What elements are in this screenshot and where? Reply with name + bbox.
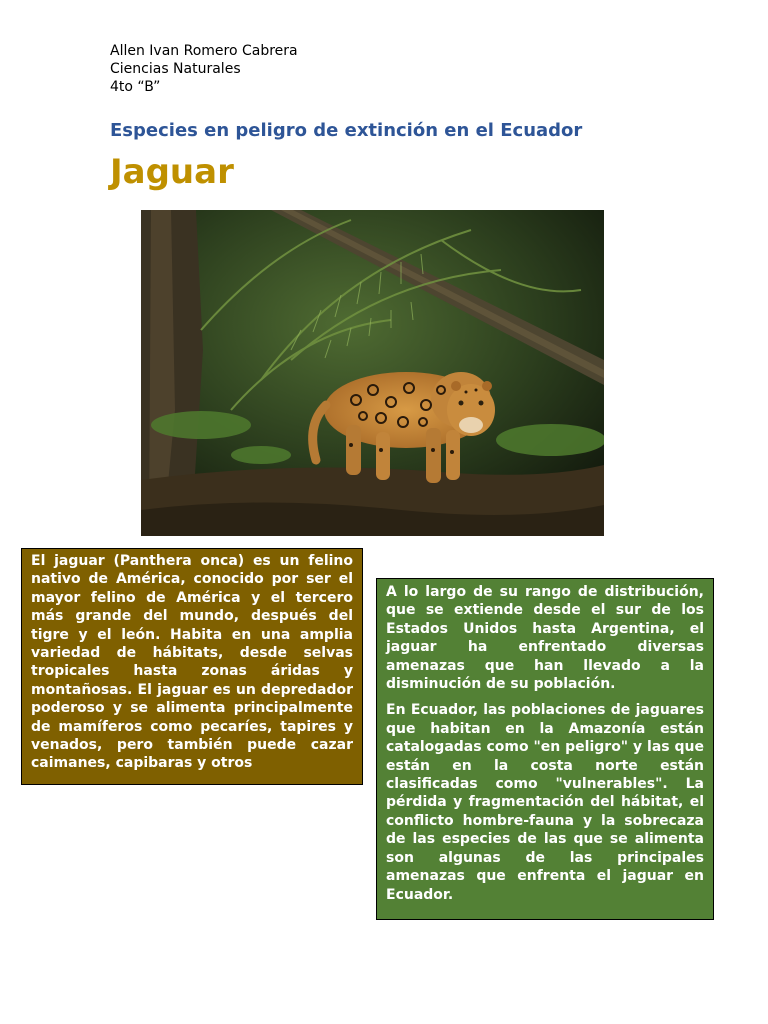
grade-label: 4to “B” — [110, 79, 161, 95]
document-title: Jaguar — [110, 152, 234, 192]
jaguar-ecuador-status-text: En Ecuador, las poblaciones de jaguares que habitan en la Amazonía están catalogadas como "en peligro" y las que están en la costa norte están clasificadas como "vulnerables". La pérdida y fragmentación del hábitat, el conflicto hombre-fauna y la sobrecaza de las especies de las que se alimenta son algunas de las principales amenazas que enfrenta el jaguar en Ecuador. — [386, 702, 704, 903]
jaguar-range-text: A lo largo de su rango de distribución, que se extiende desde el sur de los Estados Unidos hasta Argentina, el jaguar ha enfrentado diversas amenazas que han llevado a la disminución de su población. — [386, 584, 704, 693]
jaguar-description-text: El jaguar (Panthera onca) es un felino nativo de América, conocido por ser el mayor felino de América y el tercero más grande del mundo, después del tigre y el león. Habita en una amplia variedad de hábitats, desde selvas tropicales hasta zonas áridas y montañosas. El jaguar es un depredador poderoso y se alimenta principalmente de mamíferos como pecaríes, tapires y venados, pero también puede cazar caimanes, capibaras y otros — [31, 553, 353, 772]
jungle-illustration — [141, 210, 604, 536]
jaguar-description-box — [21, 548, 363, 785]
subject-name: Ciencias Naturales — [110, 61, 241, 77]
jaguar-threats-box — [376, 578, 714, 920]
jaguar-photo — [141, 210, 604, 536]
author-info — [110, 42, 298, 96]
document-subtitle: Especies en peligro de extinción en el Ecuador — [110, 120, 583, 141]
author-name: Allen Ivan Romero Cabrera — [110, 43, 298, 59]
